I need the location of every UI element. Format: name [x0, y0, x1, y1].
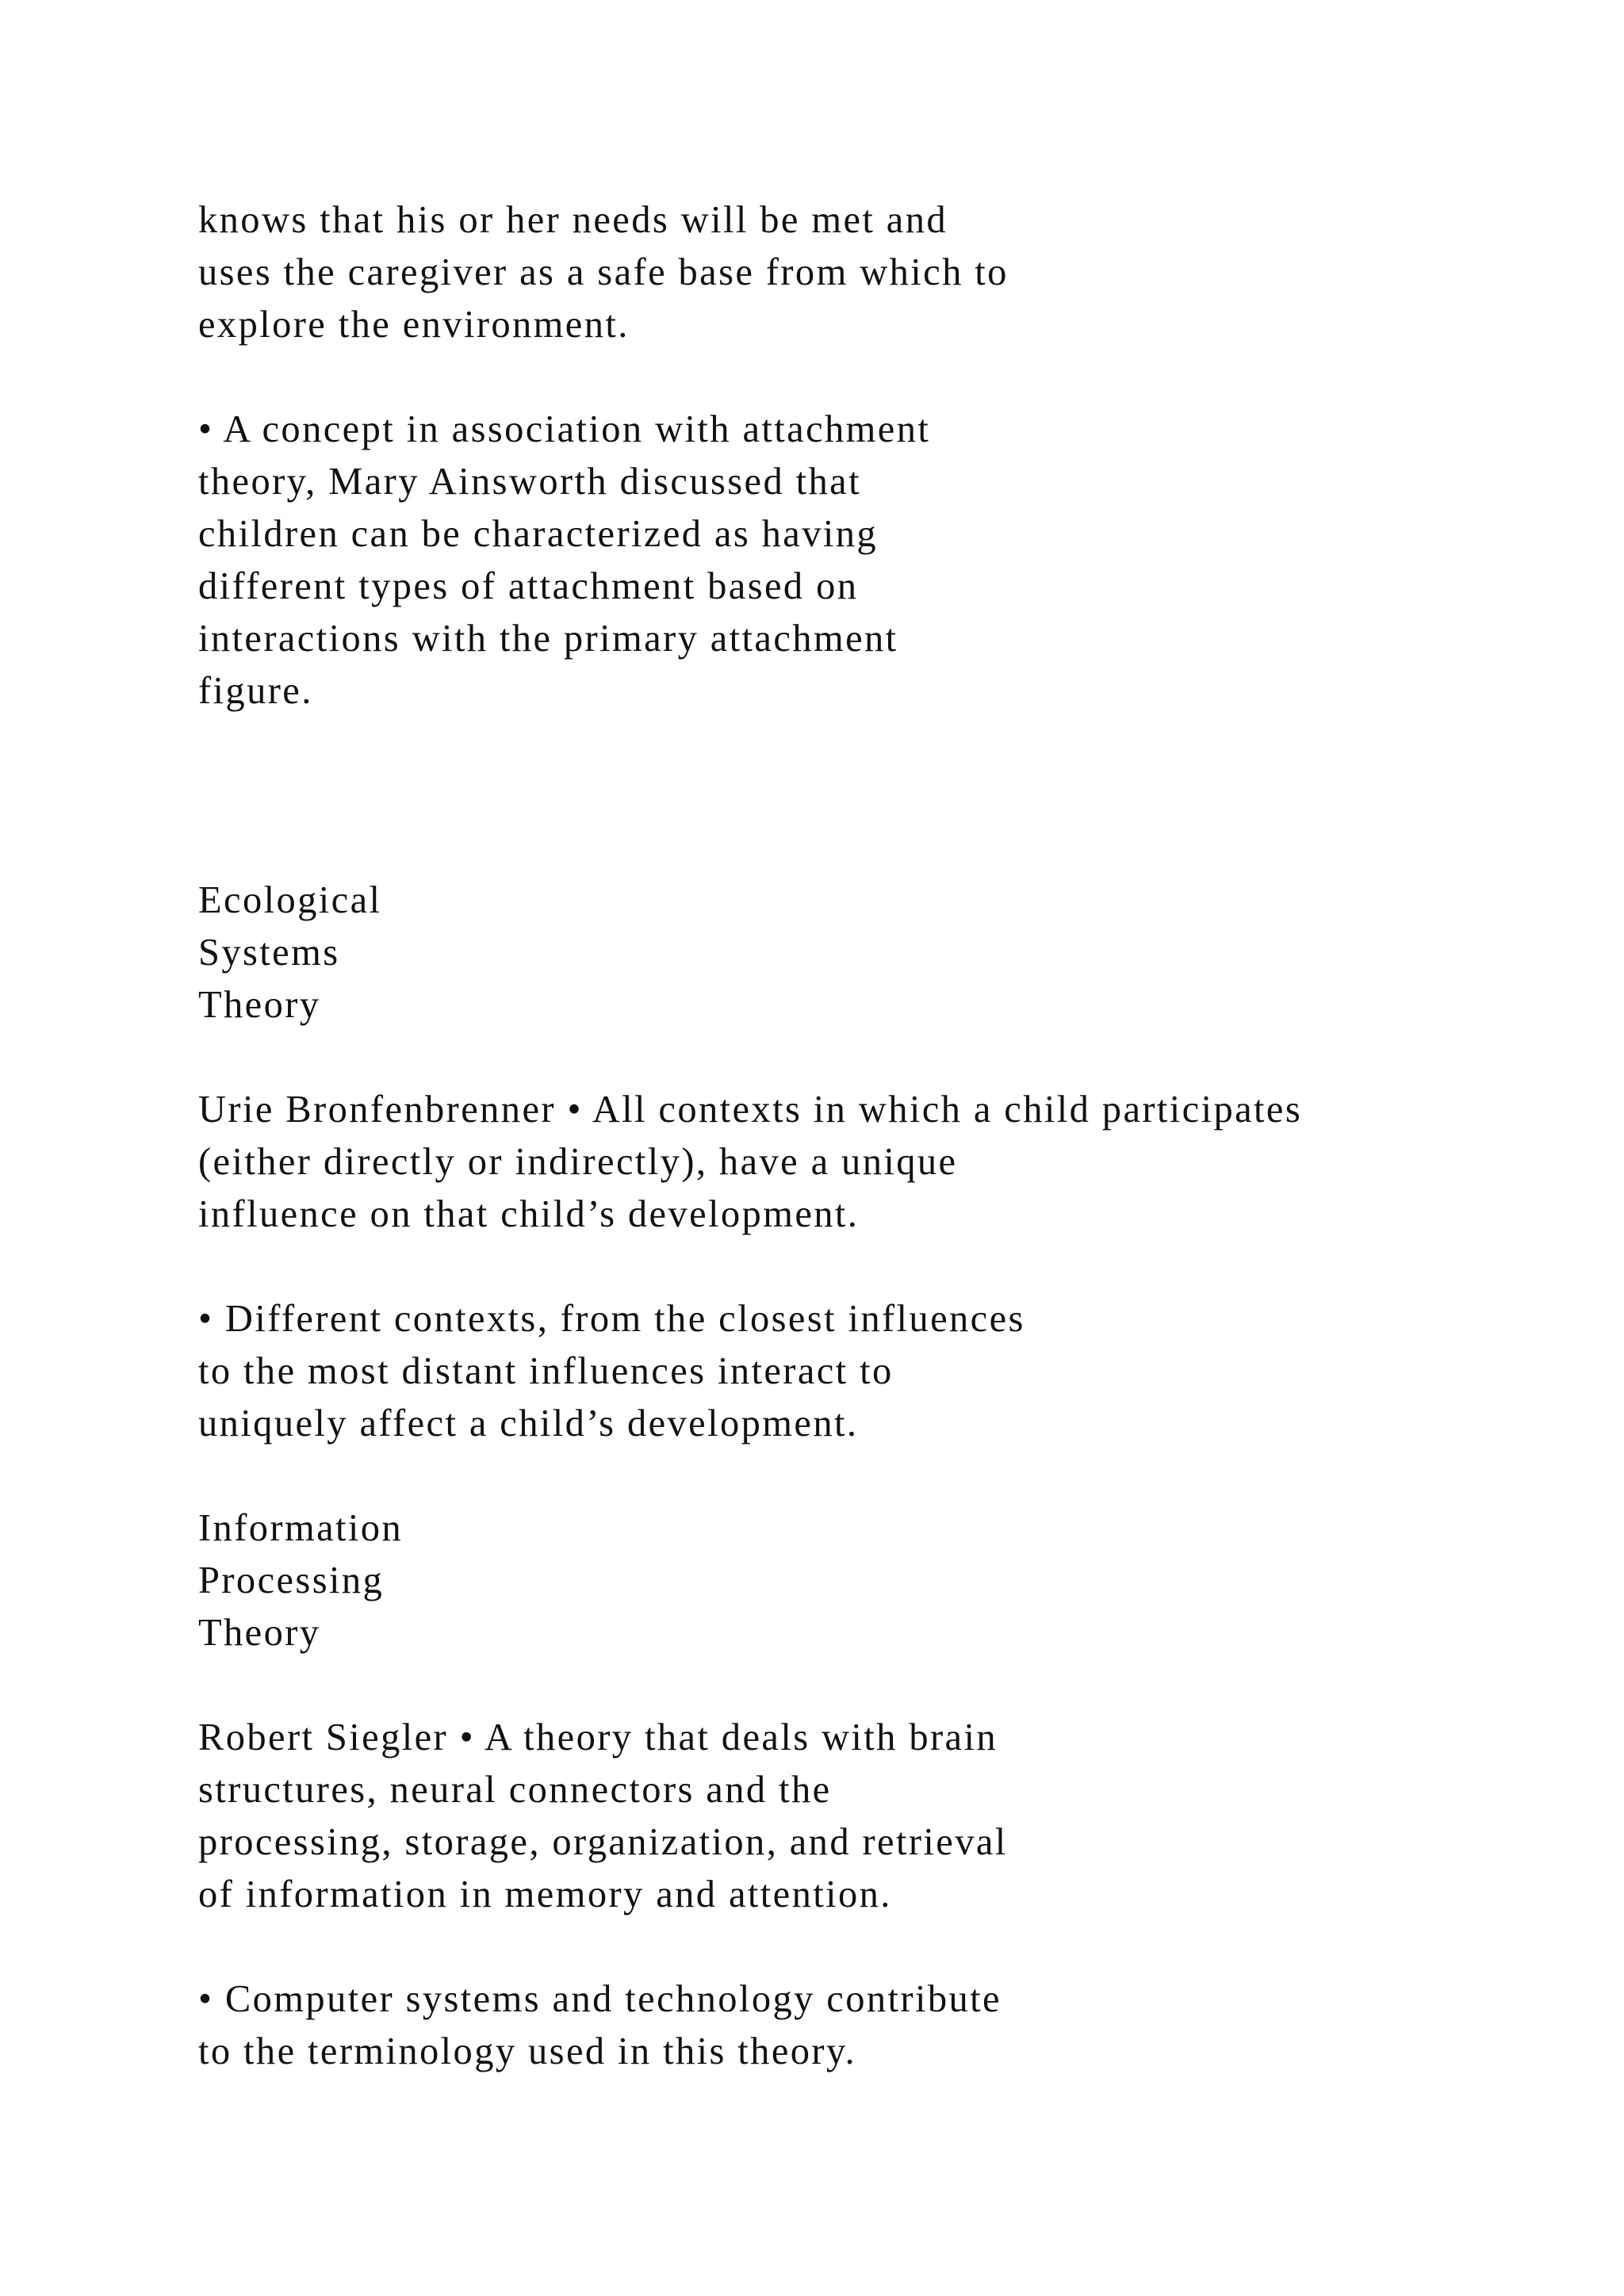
text-line: uniquely affect a child’s development.: [198, 1402, 859, 1445]
text-line: explore the environment.: [198, 304, 630, 346]
text-line: figure.: [198, 670, 313, 712]
paragraph-contexts: [198, 1293, 1594, 1450]
paragraph-bronfenbrenner: [198, 1084, 1594, 1241]
text-line: knows that his or her needs will be met and: [198, 199, 948, 241]
text-line: processing, storage, organization, and retrieval: [198, 1821, 1008, 1863]
text-line: Robert Siegler • A theory that deals with brain: [198, 1716, 998, 1758]
text-line: structures, neural connectors and the: [198, 1769, 832, 1811]
text-line: influence on that child’s development.: [198, 1193, 860, 1235]
text-line: (either directly or indirectly), have a unique: [198, 1141, 958, 1183]
text-line: theory, Mary Ainsworth discussed that: [198, 461, 861, 503]
text-line: interactions with the primary attachment: [198, 618, 898, 660]
heading-line: Information: [198, 1507, 404, 1549]
text-line: uses the caregiver as a safe base from which to: [198, 251, 1009, 293]
heading-line: Systems: [198, 932, 340, 974]
paragraph-ainsworth: [198, 404, 1594, 718]
paragraph-secure-base: [198, 194, 1594, 351]
text-line: to the terminology used in this theory.: [198, 2030, 856, 2072]
text-line: of information in memory and attention.: [198, 1873, 892, 1915]
heading-information-processing-theory: [198, 1502, 1594, 1659]
text-line: • Different contexts, from the closest influences: [198, 1298, 1025, 1340]
paragraph-computer-systems: [198, 1973, 1594, 2078]
heading-line: Theory: [198, 984, 321, 1026]
heading-ecological-systems-theory: [198, 874, 1594, 1031]
text-line: to the most distant influences interact to: [198, 1350, 894, 1392]
text-line: • Computer systems and technology contribute: [198, 1978, 1002, 2020]
text-line: children can be characterized as having: [198, 513, 879, 555]
text-line: different types of attachment based on: [198, 565, 859, 607]
heading-line: Theory: [198, 1612, 321, 1654]
text-line: Urie Bronfenbrenner • All contexts in which a child participates: [198, 1089, 1303, 1131]
text-line: • A concept in association with attachment: [198, 408, 931, 450]
heading-line: Processing: [198, 1559, 385, 1601]
document-body: [198, 194, 1594, 2078]
paragraph-siegler: [198, 1712, 1594, 1921]
heading-line: Ecological: [198, 879, 382, 921]
